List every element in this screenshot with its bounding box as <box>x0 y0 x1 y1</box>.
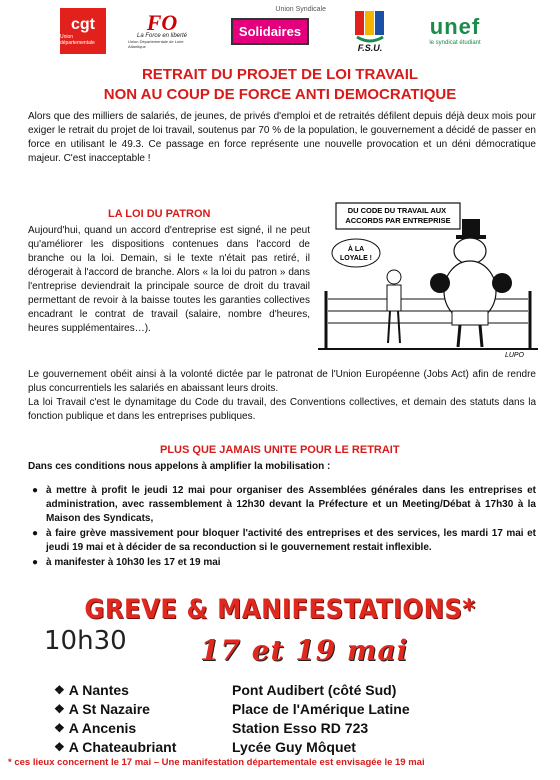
footnote: * ces lieux concernent le 17 mai – Une manifestation départementale est envisagée le 19 mai <box>8 757 425 768</box>
list-item <box>28 484 536 526</box>
location-row <box>54 737 514 756</box>
location-city: A St Nazaire <box>68 700 150 717</box>
list-item <box>28 556 536 570</box>
greve-banner: GREVE & MANIFESTATIONS* <box>84 594 476 625</box>
logo-bar <box>0 0 560 58</box>
location-city: A Nantes <box>68 681 129 698</box>
cgt-logo <box>60 8 106 54</box>
location-city: A Chateaubriant <box>68 738 177 755</box>
fo-logo <box>128 6 196 56</box>
list-item-text: à mettre à profit le jeudi 12 mai pour organiser des Assemblées générales dans les entreprises et administration, avec rassemblement à 12h30 devant la Préfecture et un Meeting/Débat à 17h30 à la Maison des Syndicats, <box>46 485 536 524</box>
mobilisation-list <box>28 484 536 570</box>
diamond-icon: ❖ <box>54 739 65 754</box>
bullet-icon: ● <box>32 528 39 539</box>
unef-logo-text: unef <box>429 14 481 39</box>
fsu-logo-text: F.S.U. <box>357 43 383 53</box>
fo-logo-sub: La Force en liberté <box>136 33 188 39</box>
cartoon-illustration <box>318 199 538 359</box>
location-city: A Ancenis <box>68 719 137 736</box>
time-label: 10h30 <box>44 626 127 656</box>
bullet-icon: ● <box>32 557 39 568</box>
cgt-logo-sub: Union départementale <box>60 34 95 46</box>
location-place: Station Esso RD 723 <box>232 719 369 736</box>
solidaires-logo-text: Solidaires <box>231 18 309 45</box>
location-place: Place de l'Amérique Latine <box>232 700 410 717</box>
list-item-text: à faire grève massivement pour bloquer l'activité des entreprises et des services, les mardi 17 mai et jeudi 19 mai et à décider de sa reconduction si le gouvernement restait inflexible. <box>46 528 536 553</box>
unef-logo <box>410 10 500 50</box>
dates-label: 17 et 19 mai <box>200 634 409 667</box>
unef-logo-tag: le syndicat étudiant <box>429 40 481 46</box>
section-heading-unite: PLUS QUE JAMAIS UNITE POUR LE RETRAIT <box>160 444 400 456</box>
location-row <box>54 699 514 718</box>
title-line-1: RETRAIT DU PROJET DE LOI TRAVAIL <box>141 66 419 83</box>
title-line-2: NON AU COUP DE FORCE ANTI DEMOCRATIQUE <box>103 86 457 103</box>
location-place: Pont Audibert (côté Sud) <box>232 681 397 698</box>
solidaires-logo-tag: Union Syndicale <box>275 6 326 13</box>
mobilisation-lead: Dans ces conditions nous appelons à amplifier la mobilisation : <box>28 461 331 472</box>
loi-travail-paragraph: La loi Travail c'est le dynamitage du Code du travail, des Conventions collectives, et demain des statuts dans la fonction publique et dans les entreprises publiques. <box>28 397 536 422</box>
cartoon-banner-text: DU CODE DU TRAVAIL AUX ACCORDS PAR ENTREPRISE <box>345 206 451 225</box>
diamond-icon: ❖ <box>54 701 65 716</box>
cartoon-signature: LUPO <box>504 352 524 359</box>
location-place: Lycée Guy Môquet <box>232 738 356 755</box>
fo-logo-tiny: Union Départementale de Loire Atlantique <box>128 39 184 49</box>
svg-text:LOYALE !: LOYALE ! <box>339 255 373 262</box>
fsu-mark-icon <box>353 9 387 43</box>
patron-paragraph: Aujourd'hui, quand un accord d'entreprise est signé, il ne peut qu'améliorer les dispositions contenues dans l'accord de branche ou la loi. Demain, si le texte n'était pas retiré, il dérogerait à l'accord de branche. Alors « la loi du patron » dans l'entreprise deviendrait la principale source de droit du travail permettant de revoir à la baisse toutes les garanties collectives encadrant le contrat de travail (salaire, nombre d'heures, heures supplémentaires…). <box>28 225 310 334</box>
location-row <box>54 718 514 737</box>
location-row <box>54 680 514 699</box>
svg-text:À LA: À LA <box>347 246 365 253</box>
fo-logo-text: FO <box>146 10 178 35</box>
cgt-logo-text: cgt <box>71 16 95 33</box>
diamond-icon: ❖ <box>54 720 65 735</box>
solidaires-logo <box>212 6 328 48</box>
list-item <box>28 527 536 555</box>
locations-list <box>54 680 514 756</box>
intro-paragraph: Alors que des milliers de salariés, de jeunes, de privés d'emploi et de retraités défilent depuis déjà deux mois pour exiger le retrait du projet de loi travail, soutenus par 70 % de la population, le gouvernement a décidé de passer en force en utilisant le 49.3. Ce passage en force représente une nouvelle provocation et un déni démocratique majeur. C'est inacceptable ! <box>28 111 536 164</box>
diamond-icon: ❖ <box>54 682 65 697</box>
list-item-text: à manifester à 10h30 les 17 et 19 mai <box>46 557 221 568</box>
bullet-icon: ● <box>32 485 39 496</box>
section-heading-patron: LA LOI DU PATRON <box>108 208 211 220</box>
cartoon-bubble <box>332 239 380 267</box>
fsu-logo <box>348 6 392 56</box>
gouvernement-paragraph: Le gouvernement obéit ainsi à la volonté dictée par le patronat de l'Union Européenne (Jobs Act) afin de rendre plus concurrentiels les salariés en abaissant leurs droits. <box>28 369 536 394</box>
